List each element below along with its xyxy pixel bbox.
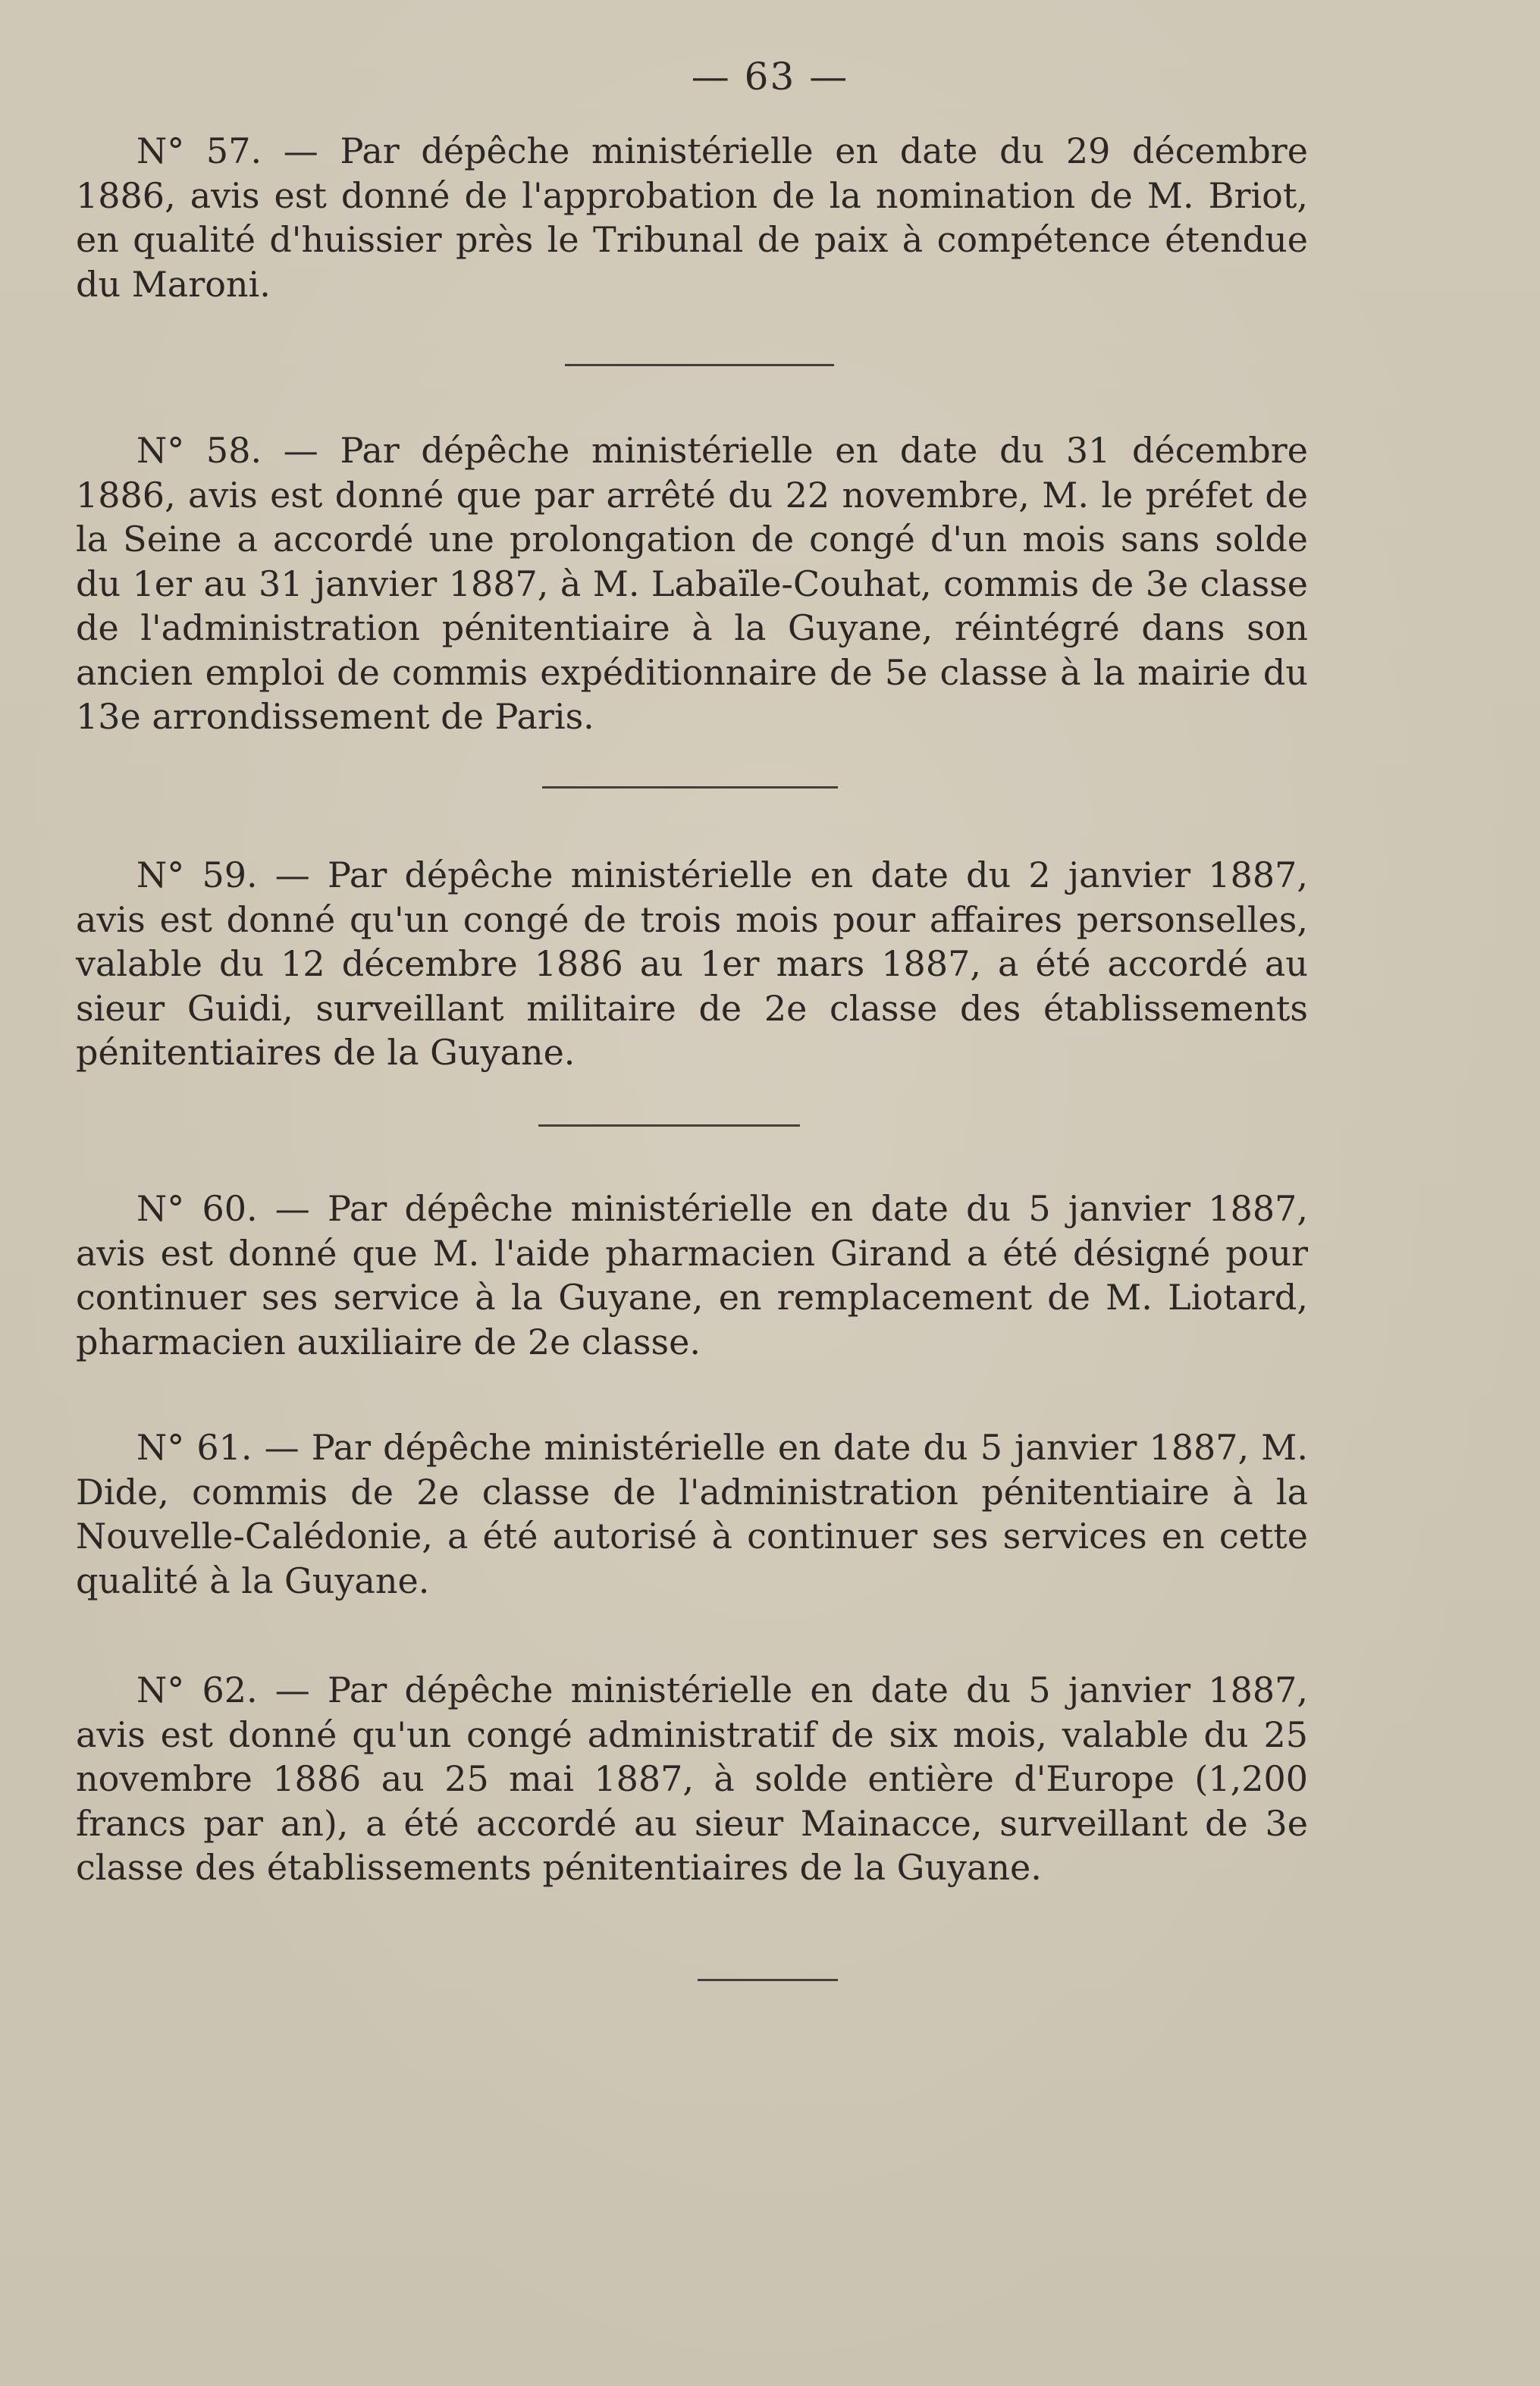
page-number: — 63 — bbox=[691, 55, 849, 99]
entry-57: N° 57. — Par dépêche ministérielle en date du 29 décembre 1886, avis est donné de l'approbation de la nomination de M. Briot, en qualité d'huissier près le Tribunal de paix à compétence étendue du Maroni. bbox=[76, 130, 1308, 305]
separator-rule bbox=[565, 364, 834, 366]
entry-62: N° 62. — Par dépêche ministérielle en date du 5 janvier 1887, avis est donné qu'un congé administratif de six mois, valable du 25 novembre 1886 au 25 mai 1887, à solde entière d'Europe (1,200 francs par an), a été accordé au sieur Mainacce, surveillant de 3e classe des établissements pénitentiaires de la Guyane. bbox=[76, 1670, 1308, 1888]
entry-61: N° 61. — Par dépêche ministérielle en date du 5 janvier 1887, M. Dide, commis de 2e classe de l'administration pénitentiaire à la Nouvelle-Calédonie, a été autorisé à continuer ses services en cette qualité à la Guyane. bbox=[76, 1427, 1308, 1601]
separator-rule bbox=[542, 786, 838, 789]
separator-rule bbox=[538, 1124, 800, 1127]
separator-rule bbox=[698, 1979, 838, 1981]
entry-60: N° 60. — Par dépêche ministérielle en date du 5 janvier 1887, avis est donné que M. l'aide pharmacien Girand a été désigné pour continuer ses service à la Guyane, en remplacement de M. Liotard, pharmacien auxiliaire de 2e classe. bbox=[76, 1188, 1308, 1362]
entry-59: N° 59. — Par dépêche ministérielle en date du 2 janvier 1887, avis est donné qu'un congé de trois mois pour affaires personselles, valable du 12 décembre 1886 au 1er mars 1887, a été accordé au sieur Guidi, surveillant militaire de 2e classe des établissements pénitentiaires de la Guyane. bbox=[76, 854, 1308, 1073]
entry-58: N° 58. — Par dépêche ministérielle en date du 31 décembre 1886, avis est donné que par arrêté du 22 novembre, M. le préfet de la Seine a accordé une prolongation de congé d'un mois sans solde du 1er au 31 janvier 1887, à M. Labaïle-Couhat, commis de 3e classe de l'administration pénitentiaire à la Guyane, réintégré dans son ancien emploi de commis expéditionnaire de 5e classe à la mairie du 13e arrondissement de Paris. bbox=[76, 430, 1308, 737]
